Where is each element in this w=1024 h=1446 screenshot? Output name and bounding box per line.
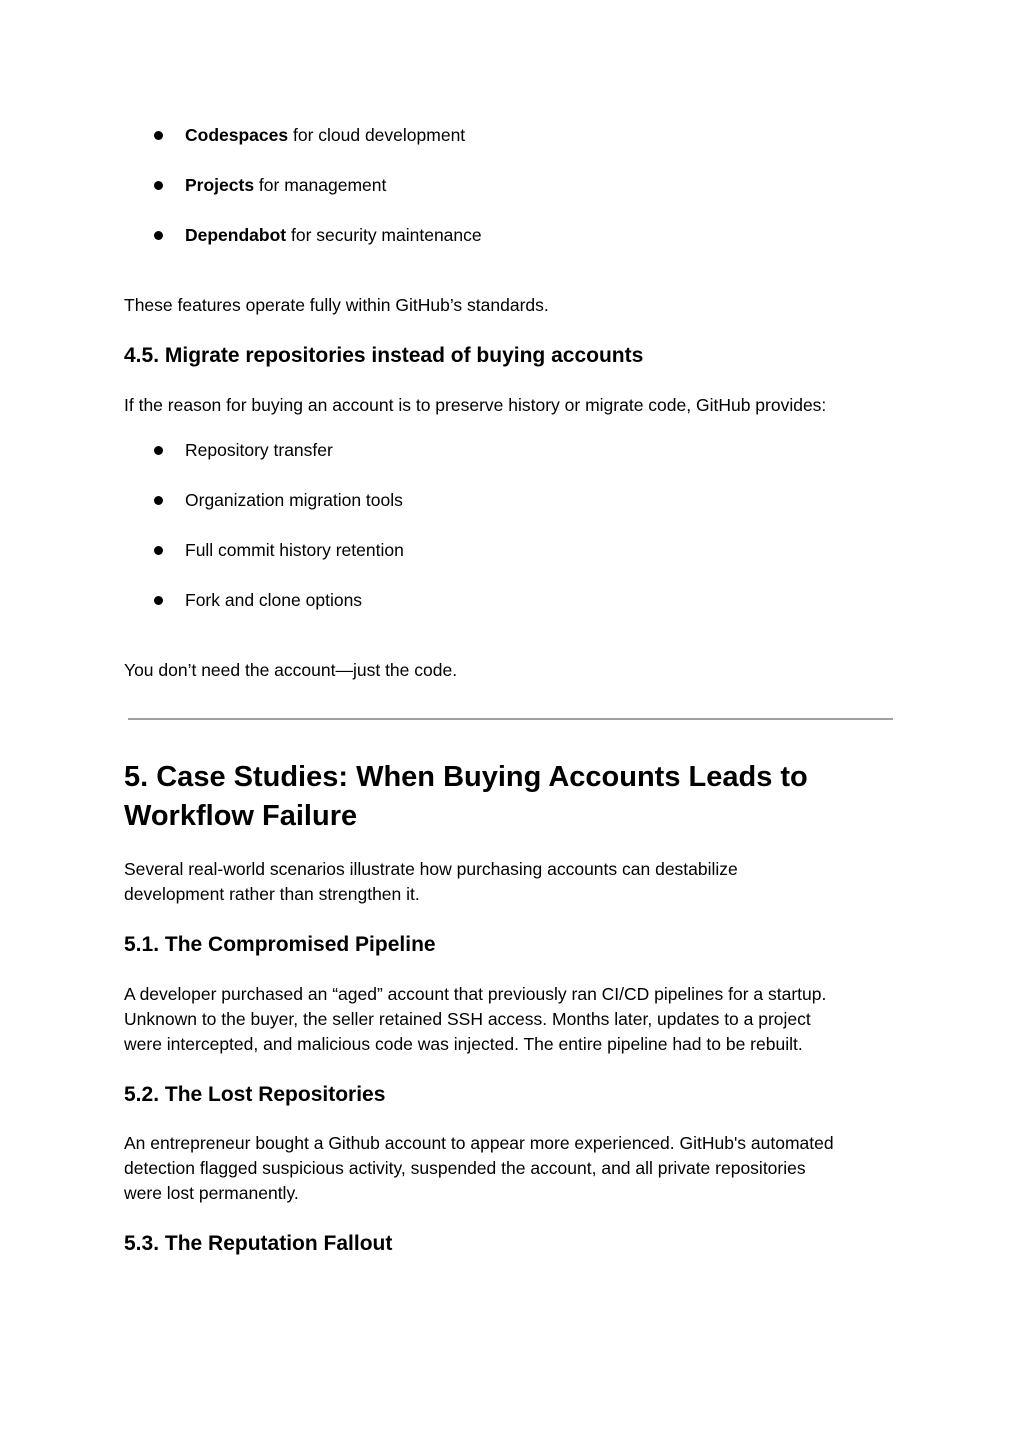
feature-name: Dependabot [185,225,287,245]
subsection-5-2-line: An entrepreneur bought a Github account to appear more experienced. GitHub's automated [124,1133,834,1153]
subsection-heading-5-1: 5.1. The Compromised Pipeline [124,933,436,956]
subsection-heading-5-3: 5.3. The Reputation Fallout [124,1232,393,1255]
feature-name: Codespaces [185,125,289,145]
section-4-5-intro: If the reason for buying an account is to preserve history or migrate code, GitHub provides: [124,395,827,415]
bullet-icon [154,496,163,505]
list-item-text: Organization migration tools [185,490,403,510]
subsection-heading-5-2: 5.2. The Lost Repositories [124,1083,386,1106]
feature-name: Projects [185,175,255,195]
subsection-5-1-line: were intercepted, and malicious code was injected. The entire pipeline had to be rebuilt. [124,1034,803,1054]
subsection-5-1-line: A developer purchased an “aged” account that previously ran CI/CD pipelines for a startup. [124,984,827,1004]
bullet-icon [154,446,163,455]
bullet-icon [154,546,163,555]
features-note: These features operate fully within GitHub’s standards. [124,295,549,315]
section-heading-4-5: 4.5. Migrate repositories instead of buying accounts [124,344,644,367]
feature-desc: for cloud development [288,125,466,145]
list-item-text: Repository transfer [185,440,333,460]
list-item-text: Full commit history retention [185,540,404,560]
bullet-icon [154,131,163,140]
subsection-5-2-line: detection flagged suspicious activity, suspended the account, and all private repositories [124,1158,806,1178]
feature-desc: for management [254,175,387,195]
section-5-intro-line1: Several real-world scenarios illustrate how purchasing accounts can destabilize [124,859,738,879]
section-heading-5-line2: Workflow Failure [124,800,358,832]
subsection-5-1-line: Unknown to the buyer, the seller retained SSH access. Months later, updates to a project [124,1009,811,1029]
feature-desc: for security maintenance [286,225,482,245]
horizontal-divider [128,718,893,720]
bullet-icon [154,596,163,605]
subsection-5-2-line: were lost permanently. [124,1183,299,1203]
section-5-intro-line2: development rather than strengthen it. [124,884,420,904]
section-heading-5-line1: 5. Case Studies: When Buying Accounts Leads to [124,761,808,793]
section-4-5-closing: You don’t need the account—just the code. [124,660,458,680]
bullet-icon [154,231,163,240]
list-item-text: Fork and clone options [185,590,363,610]
bullet-icon [154,181,163,190]
